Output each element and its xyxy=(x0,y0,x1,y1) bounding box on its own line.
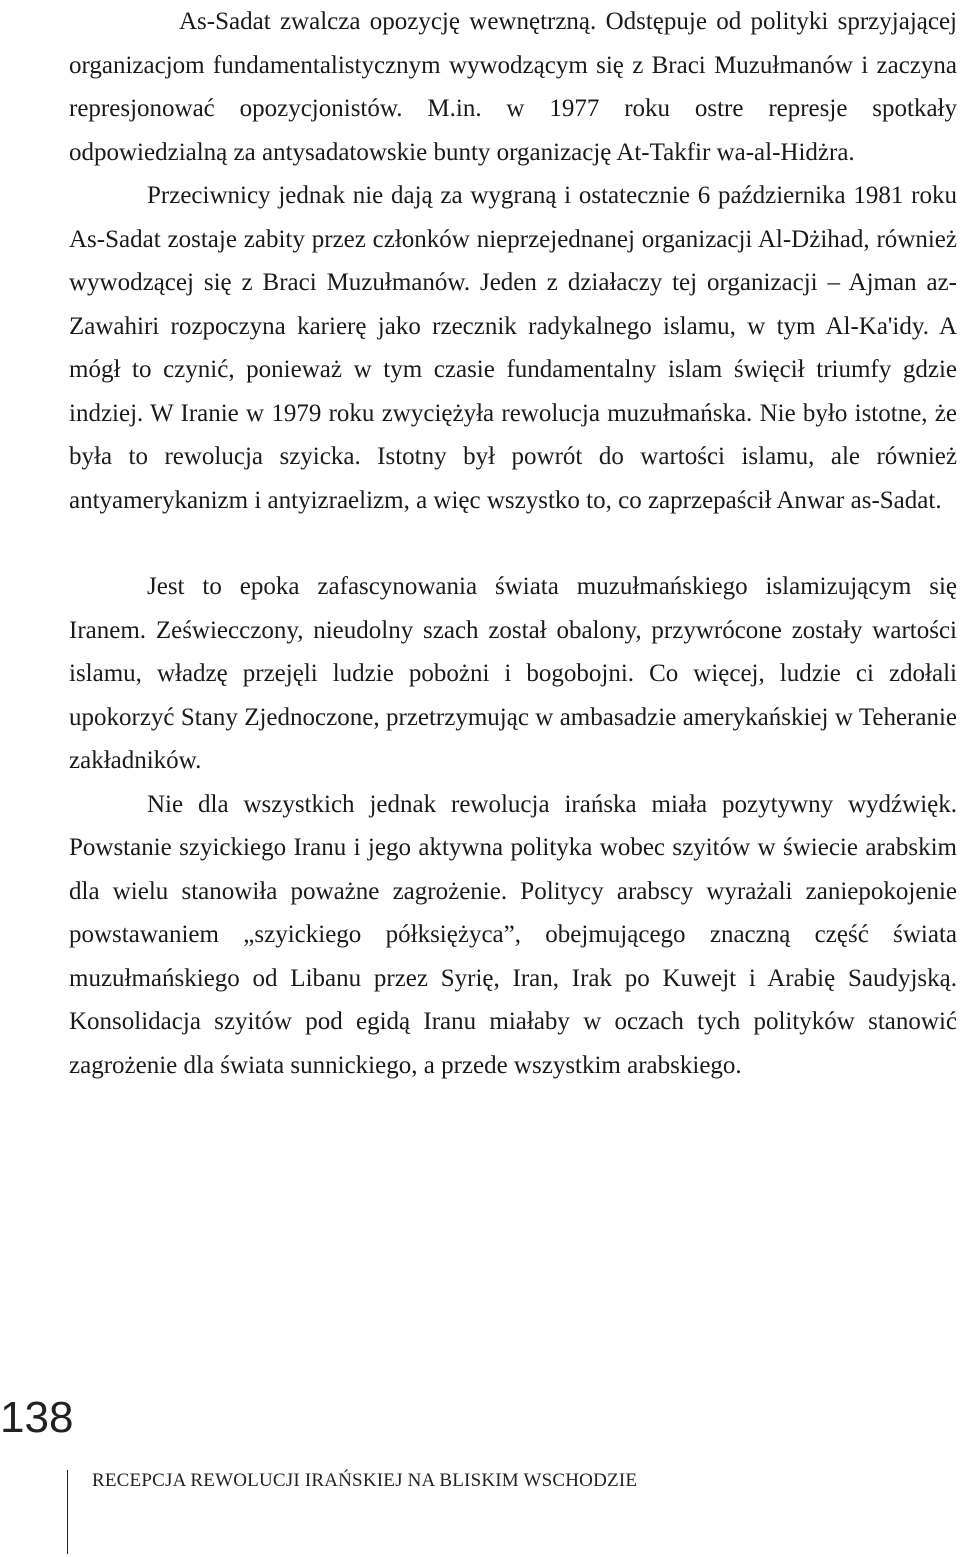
page-body xyxy=(69,0,957,1087)
paragraph-2: Przeciwnicy jednak nie dają za wygraną i ostatecznie 6 października 1981 roku As-Sadat zostaje zabity przez członków nieprzejednanej organizacji Al-Dżihad, również wywodzącej się z Braci Muzułmanów. Jeden z działaczy tej organizacji – Ajman az-Zawahiri rozpoczyna karierę jako rzecznik radykalnego islamu, w tym Al-Ka'idy. A mógł to czynić, ponieważ w tym czasie fundamentalny islam święcił triumfy gdzie indziej. W Iranie w 1979 roku zwyciężyła rewolucja muzułmańska. Nie było istotne, że była to rewolucja szyicka. Istotny był powrót do wartości islamu, ale również antyamerykanizm i antyizraelizm, a więc wszystko to, co zaprzepaścił Anwar as-Sadat. xyxy=(69,182,957,514)
running-footer: RECEPCJA REWOLUCJI IRAŃSKIEJ NA BLISKIM WSCHODZIE xyxy=(92,1470,638,1491)
paragraph-4: Nie dla wszystkich jednak rewolucja irańska miała pozytywny wydźwięk. Powstanie szyickiego Iranu i jego aktywna polityka wobec szyitów w świecie arabskim dla wielu stanowiła poważne zagrożenie. Politycy arabscy wyrażali zaniepokojenie powstawaniem „szyickiego półksiężyca”, obejmującego znaczną część świata muzułmańskiego od Libanu przez Syrię, Iran, Irak po Kuwejt i Arabię Saudyjską. Konsolidacja szyitów pod egidą Iranu miałaby w oczach tych polityków stanowić zagrożenie dla świata sunnickiego, a przede wszystkim arabskiego. xyxy=(69,790,957,1079)
paragraph-3: Jest to epoka zafascynowania świata muzułmańskiego islamizującym się Iranem. Zeświecczony, nieudolny szach został obalony, przywrócone zostały wartości islamu, władzę przejęli ludzie pobożni i bogobojni. Co więcej, ludzie ci zdołali upokorzyć Stany Zjednoczone, przetrzymując w ambasadzie amerykańskiej w Teheranie zakładników. xyxy=(69,573,957,774)
page-number: 138 xyxy=(0,1393,74,1442)
paragraph-1: As-Sadat zwalcza opozycję wewnętrzną. Odstępuje od polityki sprzyjającej organizacjom fundamentalistycznym wywodzącym się z Braci Muzułmanów i zaczyna represjonować opozycjonistów. M.in. w 1977 roku ostre represje spotkały odpowiedzialną za antysadatowskie bunty organizację At-Takfir wa-al-Hidżra. xyxy=(69,8,957,166)
footer-divider xyxy=(67,1470,68,1554)
